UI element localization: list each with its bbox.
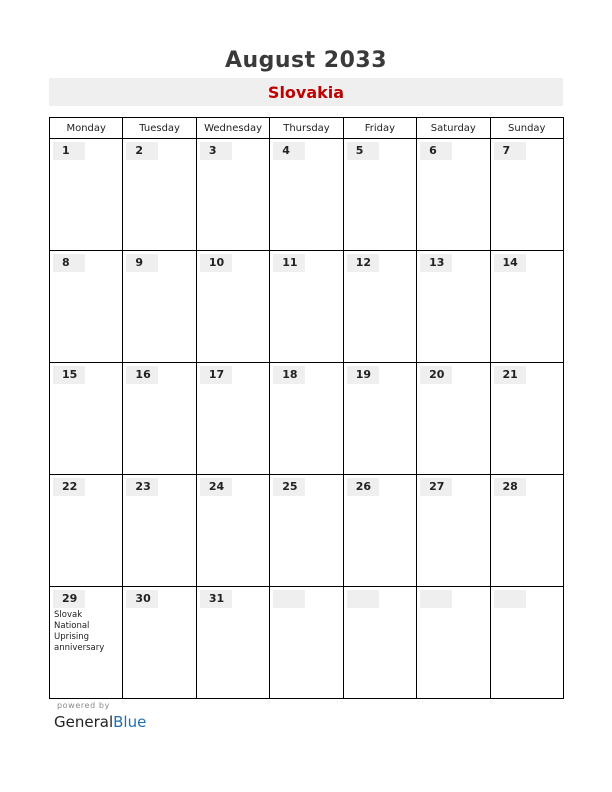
day-number: 20: [420, 366, 452, 384]
day-number: 23: [126, 478, 158, 496]
country-name: Slovakia: [267, 83, 345, 102]
weekday-header: Monday: [50, 118, 123, 139]
weekday-header: Tuesday: [123, 118, 196, 139]
day-cell: [270, 475, 343, 587]
weekday-header: Wednesday: [196, 118, 269, 139]
day-number: 5: [347, 142, 379, 160]
day-number: 19: [347, 366, 379, 384]
day-cell: [123, 251, 196, 363]
day-number: 15: [53, 366, 85, 384]
week-row: [50, 139, 564, 251]
calendar-grid: [49, 117, 564, 699]
day-cell: [343, 475, 416, 587]
day-number: 28: [494, 478, 526, 496]
day-number: 21: [494, 366, 526, 384]
week-row: [50, 363, 564, 475]
day-number: [347, 590, 379, 608]
week-row: [50, 587, 564, 699]
weekday-header-row: [50, 118, 564, 139]
day-cell: [270, 363, 343, 475]
day-cell: [490, 363, 563, 475]
day-cell: [123, 475, 196, 587]
day-number: 30: [126, 590, 158, 608]
day-number: 7: [494, 142, 526, 160]
day-cell: [490, 475, 563, 587]
day-cell: [50, 587, 123, 699]
weekday-header: Thursday: [270, 118, 343, 139]
day-number: 10: [200, 254, 232, 272]
day-number: 24: [200, 478, 232, 496]
day-cell: [50, 139, 123, 251]
day-number: 2: [126, 142, 158, 160]
day-cell: [417, 363, 490, 475]
day-number: 4: [273, 142, 305, 160]
country-banner: [49, 78, 563, 106]
day-cell: [196, 251, 269, 363]
day-cell: [490, 139, 563, 251]
day-cell: [270, 139, 343, 251]
day-cell: [417, 139, 490, 251]
day-number: 12: [347, 254, 379, 272]
week-row: [50, 251, 564, 363]
day-number: 8: [53, 254, 85, 272]
day-cell: [123, 139, 196, 251]
weekday-header: Saturday: [417, 118, 490, 139]
day-cell: [270, 587, 343, 699]
calendar-title: August 2033: [224, 48, 388, 73]
day-cell: [343, 139, 416, 251]
day-number: 13: [420, 254, 452, 272]
holiday-label: Slovak National Uprising anniversary: [54, 610, 105, 653]
day-cell: [343, 363, 416, 475]
day-cell: [123, 587, 196, 699]
day-cell: [50, 363, 123, 475]
day-cell: [417, 475, 490, 587]
day-cell: [50, 251, 123, 363]
day-number: 14: [494, 254, 526, 272]
day-cell: [343, 251, 416, 363]
day-cell: [417, 251, 490, 363]
day-number: 18: [273, 366, 305, 384]
day-cell: [196, 475, 269, 587]
day-number: 9: [126, 254, 158, 272]
day-number: 6: [420, 142, 452, 160]
day-cell: [196, 139, 269, 251]
day-number: [494, 590, 526, 608]
day-cell: [196, 587, 269, 699]
day-number: 16: [126, 366, 158, 384]
day-number: 11: [273, 254, 305, 272]
generalblue-logo[interactable]: [54, 713, 146, 731]
weekday-header: Sunday: [490, 118, 563, 139]
day-number: 1: [53, 142, 85, 160]
day-cell: [490, 251, 563, 363]
day-number: 27: [420, 478, 452, 496]
day-cell: [490, 587, 563, 699]
day-number: [420, 590, 452, 608]
day-number: [273, 590, 305, 608]
day-number: 25: [273, 478, 305, 496]
day-cell: [270, 251, 343, 363]
day-cell: [196, 363, 269, 475]
day-cell: [123, 363, 196, 475]
brand-general: General: [54, 713, 114, 731]
day-cell: [343, 587, 416, 699]
day-cell: [50, 475, 123, 587]
day-number: 17: [200, 366, 232, 384]
day-cell: [417, 587, 490, 699]
day-number: 31: [200, 590, 232, 608]
day-number: 26: [347, 478, 379, 496]
brand-blue: Blue: [113, 713, 147, 731]
weekday-header: Friday: [343, 118, 416, 139]
day-number: 3: [200, 142, 232, 160]
week-row: [50, 475, 564, 587]
day-number: 29: [53, 590, 85, 608]
day-number: 22: [53, 478, 85, 496]
powered-by-text: powered by: [57, 701, 110, 710]
